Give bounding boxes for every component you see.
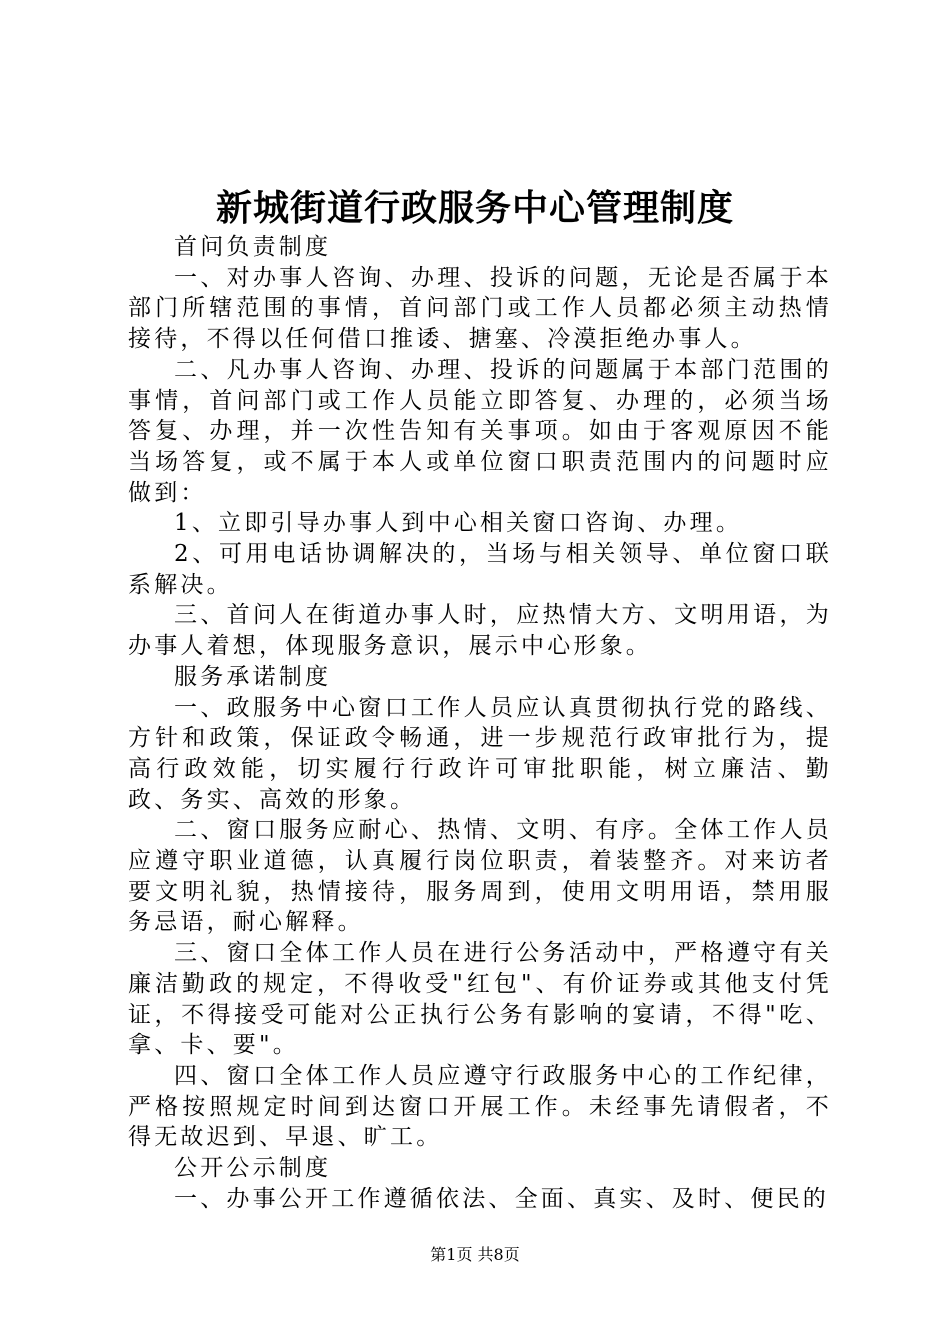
list-item: 1、立即引导办事人到中心相关窗口咨询、办理。 xyxy=(174,510,743,537)
paragraph: 三、首问人在街道办事人时，应热情大方、文明用语，为办事人着想，体现服务意识，展示中心形象。 xyxy=(128,602,832,660)
paragraph: 一、政服务中心窗口工作人员应认真贯彻执行党的路线、方针和政策，保证政令畅通，进一步规范行政审批行为，提高行政效能，切实履行行政许可审批职能，树立廉洁、勤政、务实、高效的形象。 xyxy=(128,694,832,813)
paragraph: 三、窗口全体工作人员在进行公务活动中，严格遵守有关廉洁勤政的规定，不得收受"红包"、有价证券或其他支付凭证，不得接受可能对公正执行公务有影响的宴请，不得"吃、拿、卡、要"。 xyxy=(128,940,832,1059)
section-heading: 服务承诺制度 xyxy=(174,663,332,690)
paragraph: 二、窗口服务应耐心、热情、文明、有序。全体工作人员应遵守职业道德，认真履行岗位职责，着装整齐。对来访者要文明礼貌，热情接待，服务周到，使用文明用语，禁用服务忌语，耐心解释。 xyxy=(128,817,832,936)
paragraph: 四、窗口全体工作人员应遵守行政服务中心的工作纪律，严格按照规定时间到达窗口开展工作。未经事先请假者，不得无故迟到、早退、旷工。 xyxy=(128,1062,832,1151)
paragraph: 二、凡办事人咨询、办理、投诉的问题属于本部门范围的事情，首问部门或工作人员能立即答复、办理的，必须当场答复、办理，并一次性告知有关事项。如由于客观原因不能当场答复，或不属于本人或单位窗口职责范围内的问题时应做到： xyxy=(128,356,832,506)
paragraph: 一、办事公开工作遵循依法、全面、真实、及时、便民的 xyxy=(174,1185,829,1212)
page-number-footer: 第1页 共8页 xyxy=(430,1245,520,1264)
document-title: 新城街道行政服务中心管理制度 xyxy=(215,187,734,229)
section-heading: 首问负责制度 xyxy=(174,234,332,260)
document-body xyxy=(128,232,832,1215)
paragraph: 一、对办事人咨询、办理、投诉的问题，无论是否属于本部门所辖范围的事情，首问部门或工作人员都必须主动热情接待，不得以任何借口推诿、搪塞、冷漠拒绝办事人。 xyxy=(128,264,832,353)
list-item: 2、可用电话协调解决的，当场与相关领导、单位窗口联系解决。 xyxy=(128,541,832,598)
section-heading: 公开公示制度 xyxy=(174,1155,332,1182)
